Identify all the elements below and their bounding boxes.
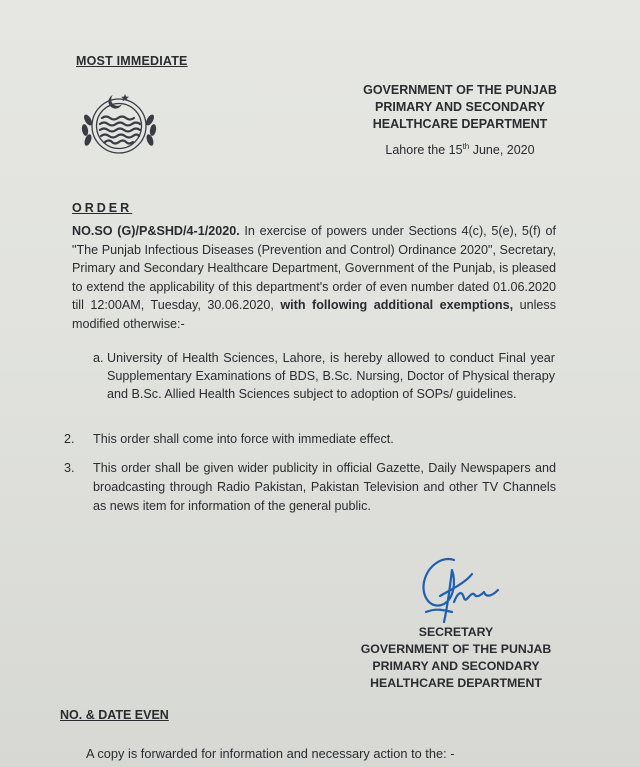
list-item-3 [64,459,556,516]
issuing-authority [350,82,570,133]
punjab-government-seal-icon [80,86,158,160]
signatory-line-4: HEALTHCARE DEPARTMENT [370,676,542,690]
dateline-prefix: Lahore the 15 [385,143,463,158]
list-item-a [93,349,555,403]
copy-forwarded-line: A copy is forwarded for information and necessary action to the: - [86,746,455,761]
order-paragraph-1 [72,222,556,334]
list-item-2-text: This order shall come into force with immediate effect. [93,432,394,446]
list-item-a-text: University of Health Sciences, Lahore, is hereby allowed to conduct Final year Supplementary Examinations of BDS, B.Sc. Nursing, Doctor of Physical therapy and B.Sc. Allied Health Sciences subject to adoption of SOPs/ guidelines. [107,351,555,401]
order-reference: NO.SO (G)/P&SHD/4-1/2020. [72,224,240,238]
authority-line-3: HEALTHCARE DEPARTMENT [372,117,548,131]
order-heading: ORDER [72,201,133,215]
order-emphasis: with following additional exemptions, [273,298,514,313]
list-item-2 [64,430,556,448]
order-tail: unless modified otherwise:- [72,298,557,331]
dateline-rest: June, 2020 [469,143,535,158]
list-item-3-number: 3. [64,461,75,475]
list-item-a-label: a. [93,351,104,365]
signatory-line-2: GOVERNMENT OF THE PUNJAB [360,642,552,656]
dateline-suffix: th [462,142,470,151]
signatory-line-1: SECRETARY [418,625,494,639]
priority-label: MOST IMMEDIATE [76,54,188,68]
list-item-2-number: 2. [64,432,75,446]
authority-line-1: GOVERNMENT OF THE PUNJAB [363,83,557,97]
signatory-line-3: PRIMARY AND SECONDARY [372,659,540,673]
number-and-date: NO. & DATE EVEN [60,708,169,722]
list-item-3-text: This order shall be given wider publicity in official Gazette, Daily Newspapers and broadcasting through Radio Pakistan, Pakistan Television and other TV Channels as news item for information of the general public. [93,461,556,513]
order-body: In exercise of powers under Sections 4(c), 5(e), 5(f) of "The Punjab Infectious Diseases (Prevention and Control) Ordinance 2020", Secretary, Primary and Secondary Healthcare Department, Government of the Punjab, is pleased to extend the applicability of this department's order of even number dated 01.06.2020 till 12:00AM, Tuesday, 30.06.2020, [72,224,556,313]
dateline [350,142,570,157]
signature-icon [414,552,504,632]
signatory-block [356,624,556,692]
authority-line-2: PRIMARY AND SECONDARY [375,100,545,114]
